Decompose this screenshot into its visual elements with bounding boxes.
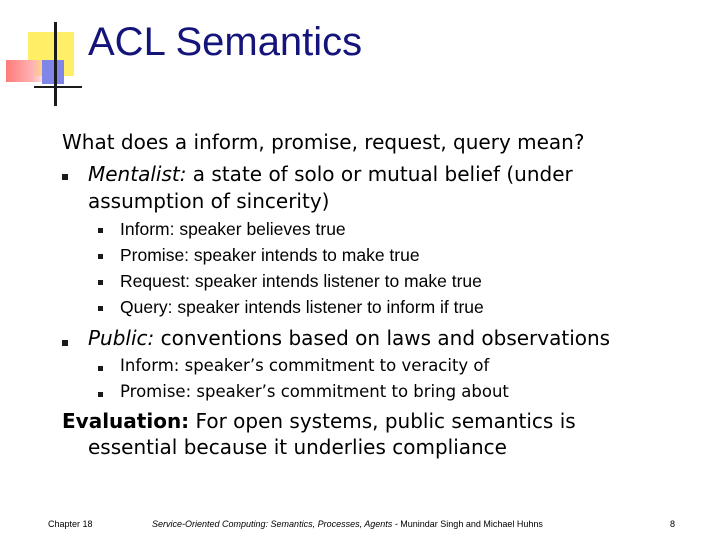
footer-authors: Munindar Singh and Michael Huhns [400,519,543,529]
mentalist-text-continued: assumption of sincerity) [88,189,330,213]
sub-bullet-icon [98,306,103,311]
slide-title: ACL Semantics [88,20,363,64]
bullet-icon [62,174,68,180]
mentalist-term: Mentalist: [88,162,187,186]
decorative-vertical-line [54,22,57,106]
evaluation-term: Evaluation: [62,409,190,433]
public-item: Promise: speaker’s commitment to bring about [120,382,509,401]
evaluation-line [62,409,576,433]
public-line [88,326,610,350]
sub-bullet-icon [98,254,103,259]
footer-chapter: Chapter 18 [48,519,93,529]
mentalist-text: a state of solo or mutual belief (under [186,162,573,186]
sub-bullet-icon [98,280,103,285]
intro-question: What does a inform, promise, request, query mean? [62,130,585,154]
public-text: conventions based on laws and observations [154,326,611,350]
mentalist-item: Request: speaker intends listener to make true [120,271,482,291]
mentalist-line [88,162,573,186]
mentalist-item: Inform: speaker believes true [120,219,346,239]
public-term: Public: [88,326,155,350]
footer-citation-title: Service-Oriented Computing: Semantics, Processes, Agents - [152,519,401,529]
decorative-blue-square [42,60,64,84]
sub-bullet-icon [98,228,103,233]
mentalist-item: Query: speaker intends listener to inform if true [120,297,484,317]
bullet-icon [62,340,68,346]
sub-bullet-icon [98,366,103,371]
decorative-horizontal-line [34,86,82,88]
sub-bullet-icon [98,392,103,397]
evaluation-text-continued: essential because it underlies compliance [88,435,507,459]
evaluation-text: For open systems, public semantics is [189,409,576,433]
footer-citation [152,519,543,529]
mentalist-item: Promise: speaker intends to make true [120,245,420,265]
public-item: Inform: speaker’s commitment to veracity of [120,356,490,375]
page-number: 8 [670,519,676,529]
